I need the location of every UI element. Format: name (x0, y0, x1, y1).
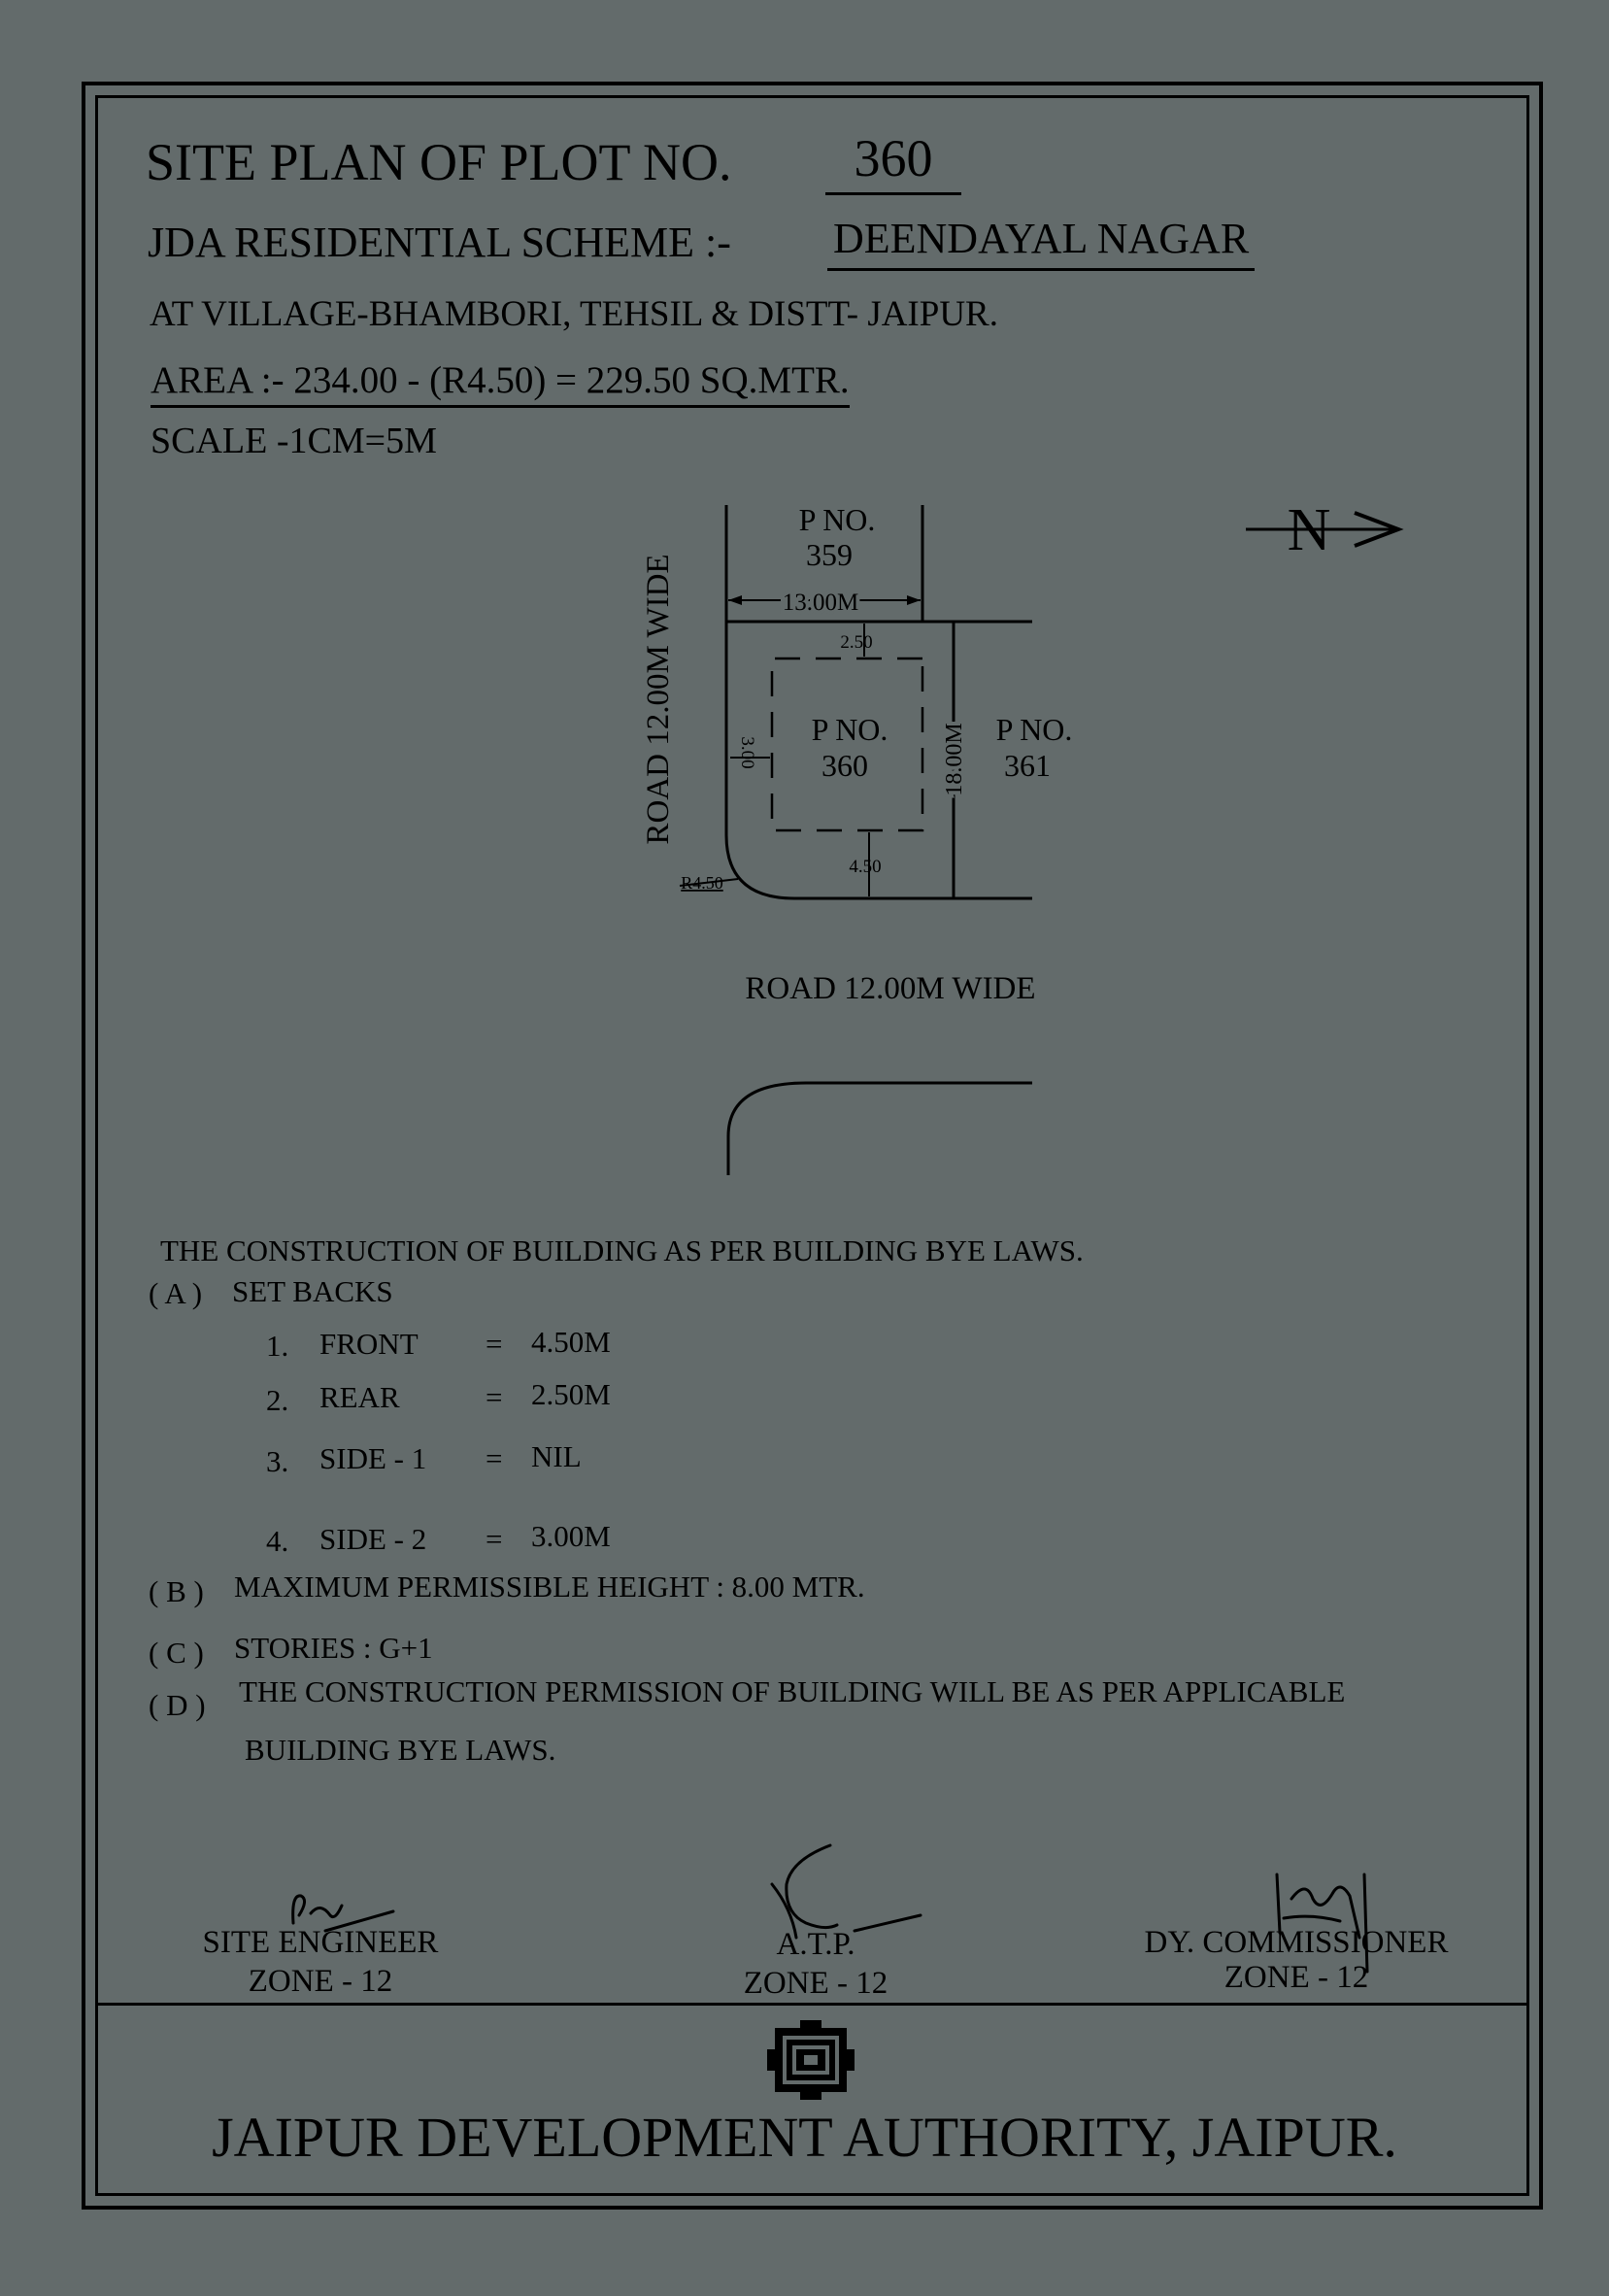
corner-radius-label: R4.50 (681, 873, 723, 893)
note-d-text-line2: BUILDING BYE LAWS. (245, 1733, 556, 1767)
atp-title: A.T.P. (776, 1927, 855, 1962)
footer-divider (95, 2003, 1529, 2006)
setback-3-name: SIDE - 1 (319, 1441, 427, 1475)
setback-4-eq: = (486, 1522, 503, 1556)
width-dimension-label: 13.00M (782, 590, 859, 616)
width-arrow-right (907, 595, 921, 605)
north-label: N (1287, 497, 1331, 563)
note-c-text: STORIES : G+1 (234, 1631, 433, 1665)
scheme-name: DEENDAYAL NAGAR (827, 218, 1255, 271)
setback-3-value: NIL (531, 1439, 582, 1473)
village-line: AT VILLAGE-BHAMBORI, TEHSIL & DISTT- JAIPUR. (150, 294, 998, 334)
authority-name: JAIPUR DEVELOPMENT AUTHORITY, JAIPUR. (212, 2106, 1397, 2169)
dy-commissioner-zone: ZONE - 12 (1224, 1960, 1369, 1995)
area-line: AREA :- 234.00 - (R4.50) = 229.50 SQ.MTR. (151, 361, 850, 408)
site-engineer-zone: ZONE - 12 (248, 1964, 393, 1999)
setback-1-eq: = (486, 1327, 503, 1361)
front-setback-label: 4.50 (849, 857, 882, 877)
width-arrow-left (728, 595, 742, 605)
scale-line: SCALE -1CM=5M (151, 421, 437, 461)
plot-359-number: 359 (806, 537, 853, 572)
plot-361-label: P NO. (995, 712, 1073, 747)
setback-1-num: 1. (266, 1329, 289, 1363)
side-setback-label: 3.00 (737, 736, 757, 769)
setback-4-num: 4. (266, 1524, 289, 1558)
setback-3-num: 3. (266, 1444, 289, 1478)
setback-4-name: SIDE - 2 (319, 1522, 427, 1556)
scheme-label: JDA RESIDENTIAL SCHEME :- (148, 219, 731, 266)
note-d-text-line1: THE CONSTRUCTION PERMISSION OF BUILDING WILL BE AS PER APPLICABLE (239, 1674, 1346, 1708)
plot-number: 360 (825, 132, 961, 195)
plot-360-label: P NO. (811, 712, 888, 747)
plot-360-number: 360 (821, 748, 868, 783)
setback-2-value: 2.50M (531, 1377, 611, 1411)
road-edge-left (726, 505, 1032, 898)
rear-setback-label: 2.50 (840, 632, 873, 653)
note-a-text: SET BACKS (232, 1274, 393, 1308)
note-d-marker: ( D ) (149, 1688, 206, 1722)
road-edge-opposite (728, 1083, 1032, 1175)
depth-dimension-label: 18.00M (942, 723, 967, 796)
note-c-marker: ( C ) (149, 1636, 204, 1670)
road-bottom-label: ROAD 12.00M WIDE (745, 971, 1036, 1006)
site-engineer-title: SITE ENGINEER (202, 1925, 439, 1960)
setback-1-name: FRONT (319, 1327, 419, 1361)
plot-359-label: P NO. (798, 502, 876, 537)
road-left-label: ROAD 12.00M WIDE (641, 554, 676, 845)
plot-361-number: 361 (1004, 748, 1051, 783)
setback-1-value: 4.50M (531, 1325, 611, 1359)
note-b-marker: ( B ) (149, 1574, 204, 1608)
notes-intro: THE CONSTRUCTION OF BUILDING AS PER BUILDING BYE LAWS. (160, 1233, 1084, 1267)
jda-logo (767, 2020, 855, 2100)
note-b-text: MAXIMUM PERMISSIBLE HEIGHT : 8.00 MTR. (234, 1570, 865, 1604)
page-title: SITE PLAN OF PLOT NO. (146, 133, 732, 191)
setback-2-eq: = (486, 1380, 503, 1414)
setback-3-eq: = (486, 1441, 503, 1475)
note-a-marker: ( A ) (149, 1276, 203, 1310)
setback-2-num: 2. (266, 1383, 289, 1417)
setback-2-name: REAR (319, 1380, 400, 1414)
atp-signature (772, 1845, 921, 1938)
atp-zone: ZONE - 12 (743, 1966, 888, 2001)
setback-4-value: 3.00M (531, 1519, 611, 1553)
dy-commissioner-title: DY. COMMISSIONER (1144, 1925, 1449, 1960)
